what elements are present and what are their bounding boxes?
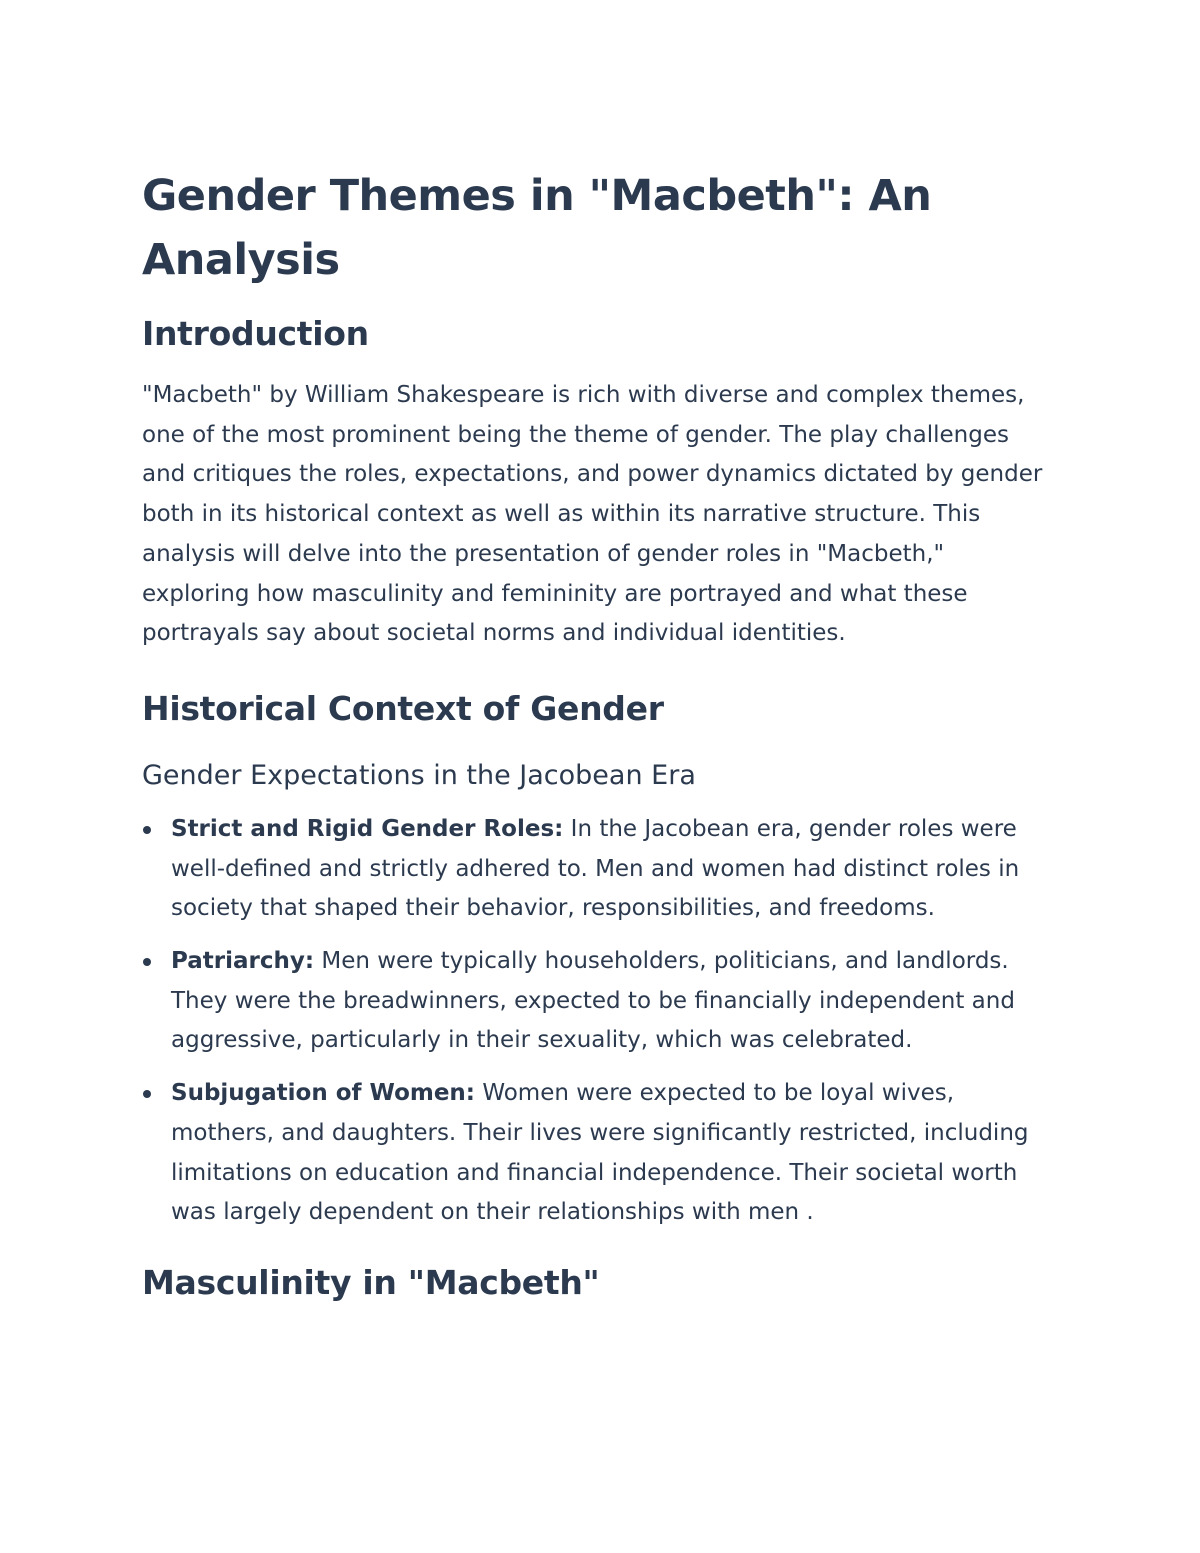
list-item-text: Women were expected to be loyal wives, mothers, and daughters. Their lives were significantly restricted, including limitations on education and financial independence. Their societal worth was largely dependent on their relationships with men . bbox=[171, 1080, 1029, 1226]
list-item-text: Men were typically householders, politicians, and landlords. They were the breadwinners, expected to be financially independent and aggressive, particularly in their sexuality, which was celebrated. bbox=[171, 948, 1015, 1054]
section-heading-introduction: Introduction bbox=[142, 314, 369, 353]
section-heading-masculinity: Masculinity in "Macbeth" bbox=[142, 1262, 600, 1302]
list-item-term: Strict and Rigid Gender Roles: bbox=[171, 815, 564, 842]
document-title: Gender Themes in "Macbeth": An Analysis bbox=[142, 171, 932, 285]
bullet-icon bbox=[143, 826, 151, 834]
bullet-icon bbox=[143, 958, 151, 966]
list-item bbox=[142, 1074, 1050, 1233]
list-item bbox=[142, 942, 1050, 1061]
section-heading-historical-context: Historical Context of Gender bbox=[142, 688, 664, 728]
bullet-icon bbox=[143, 1090, 151, 1098]
list-item-text: In the Jacobean era, gender roles were well-defined and strictly adhered to. Men and women had distinct roles in society that shaped their behavior, responsibilities, and freedoms. bbox=[171, 815, 1020, 922]
gender-expectations-list bbox=[142, 810, 1050, 1233]
list-item bbox=[142, 810, 1050, 929]
list-item-term: Subjugation of Women: bbox=[171, 1080, 476, 1107]
subheading-jacobean-era: Gender Expectations in the Jacobean Era bbox=[142, 759, 696, 791]
list-item-term: Patriarchy: bbox=[171, 948, 315, 975]
introduction-paragraph: "Macbeth" by William Shakespeare is rich with diverse and complex themes, one of the most prominent being the theme of gender. The play challenges and critiques the roles, expectations, and power dynamics dictated by gender both in its historical context as well as within its narrative structure. This analysis will delve into the presentation of gender roles in "Macbeth," exploring how masculinity and femininity are portrayed and what these portrayals say about societal norms and individual identities. bbox=[142, 382, 1043, 647]
